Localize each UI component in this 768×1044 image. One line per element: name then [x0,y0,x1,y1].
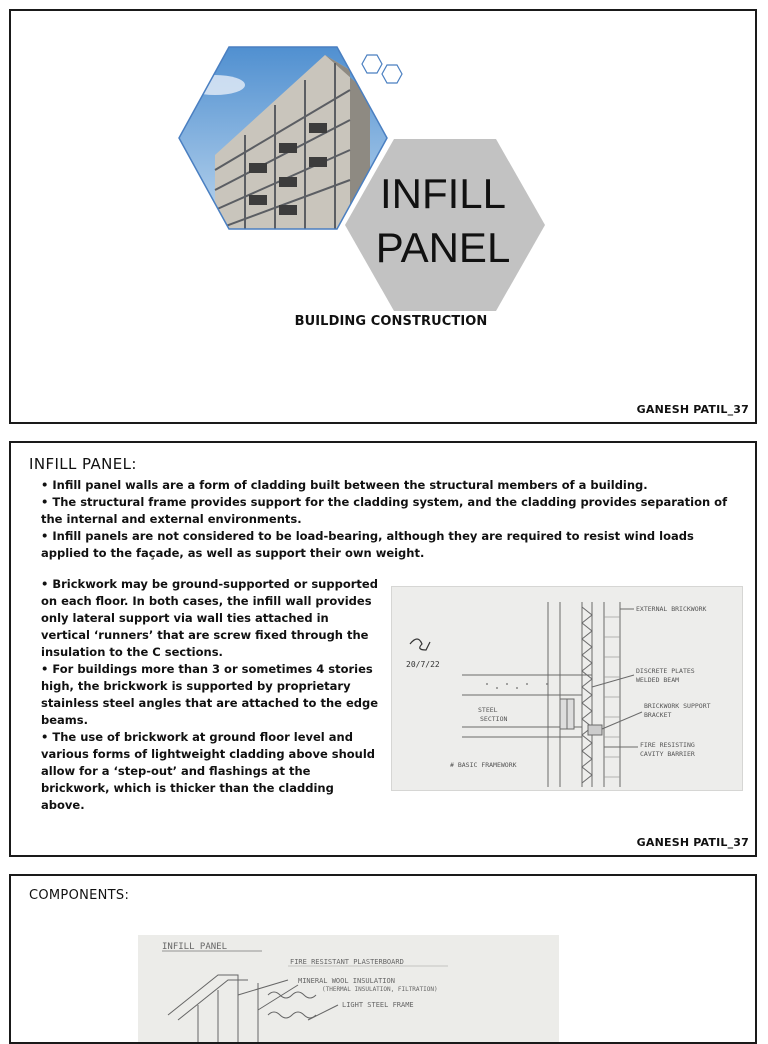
label-steel-frame: LIGHT STEEL FRAME [342,1001,414,1009]
label-external-brickwork: EXTERNAL BRICKWORK [636,605,707,613]
title-line-2: PANEL [375,224,511,271]
svg-text:SECTION: SECTION [480,715,508,723]
label-steel-section: STEEL [478,706,498,714]
label-plasterboard: FIRE RESISTANT PLASTERBOARD [290,958,404,966]
bullet-item: • For buildings more than 3 or sometimes 4 stories high, the brickwork is supported by proprietary stainless steel angles that are attached to the edge beams. [41,662,379,727]
label-brickwork-support: BRICKWORK SUPPORT [644,702,711,710]
svg-text:WELDED BEAM: WELDED BEAM [636,676,680,684]
bullet-item: • Infill panels are not considered to be load-bearing, although they are required to resist wind loads applied to the façade, as well as support their own weight. [41,529,694,560]
bullet-item: • The structural frame provides support for the cladding system, and the cladding provides separation of the internal and external environments. [41,495,728,526]
sketch-title: INFILL PANEL [162,942,228,952]
author-footer: GANESH PATIL_37 [636,836,749,849]
section-sketch [391,586,743,791]
infill-panel-slide [9,441,757,857]
label-fire-resisting: FIRE RESISTING [640,741,695,749]
brickwork-bullet-list [41,576,381,814]
label-insulation: MINERAL WOOL INSULATION [298,977,395,985]
slide-subtitle: BUILDING CONSTRUCTION [294,314,488,329]
section-heading: COMPONENTS: [29,888,130,903]
bullet-item: • Brickwork may be ground-supported or supported on each floor. In both cases, the infill wall provides only lateral support via wall ties attached in vertical ‘runners’ that are screw fixed through the insulation to the C sections. [41,577,378,659]
label-basic-framework: # BASIC FRAMEWORK [450,761,517,769]
author-footer: GANESH PATIL_37 [636,403,749,416]
label-discrete-plates: DISCRETE PLATES [636,667,695,675]
section-heading: INFILL PANEL: [29,455,137,473]
title-line-1: INFILL [379,170,507,217]
slide-title [363,167,523,275]
title-slide [9,9,757,424]
svg-text:CAVITY BARRIER: CAVITY BARRIER [640,750,695,758]
sketch-date: 20/7/22 [406,660,440,669]
components-slide [9,874,757,1044]
bullet-item: • Infill panel walls are a form of cladding built between the structural members of a building. [41,478,648,492]
svg-text:BRACKET: BRACKET [644,711,672,719]
intro-bullet-list [41,477,735,562]
components-sketch [138,935,559,1044]
svg-text:(THERMAL INSULATION, FILTRATIO: (THERMAL INSULATION, FILTRATION) [322,986,438,993]
bullet-item: • The use of brickwork at ground floor level and various forms of lightweight cladding above should allow for a ‘step-out’ and flashings at the brickwork, which is thicker than the cladding above. [41,730,376,812]
decorative-hexagons [361,53,411,89]
